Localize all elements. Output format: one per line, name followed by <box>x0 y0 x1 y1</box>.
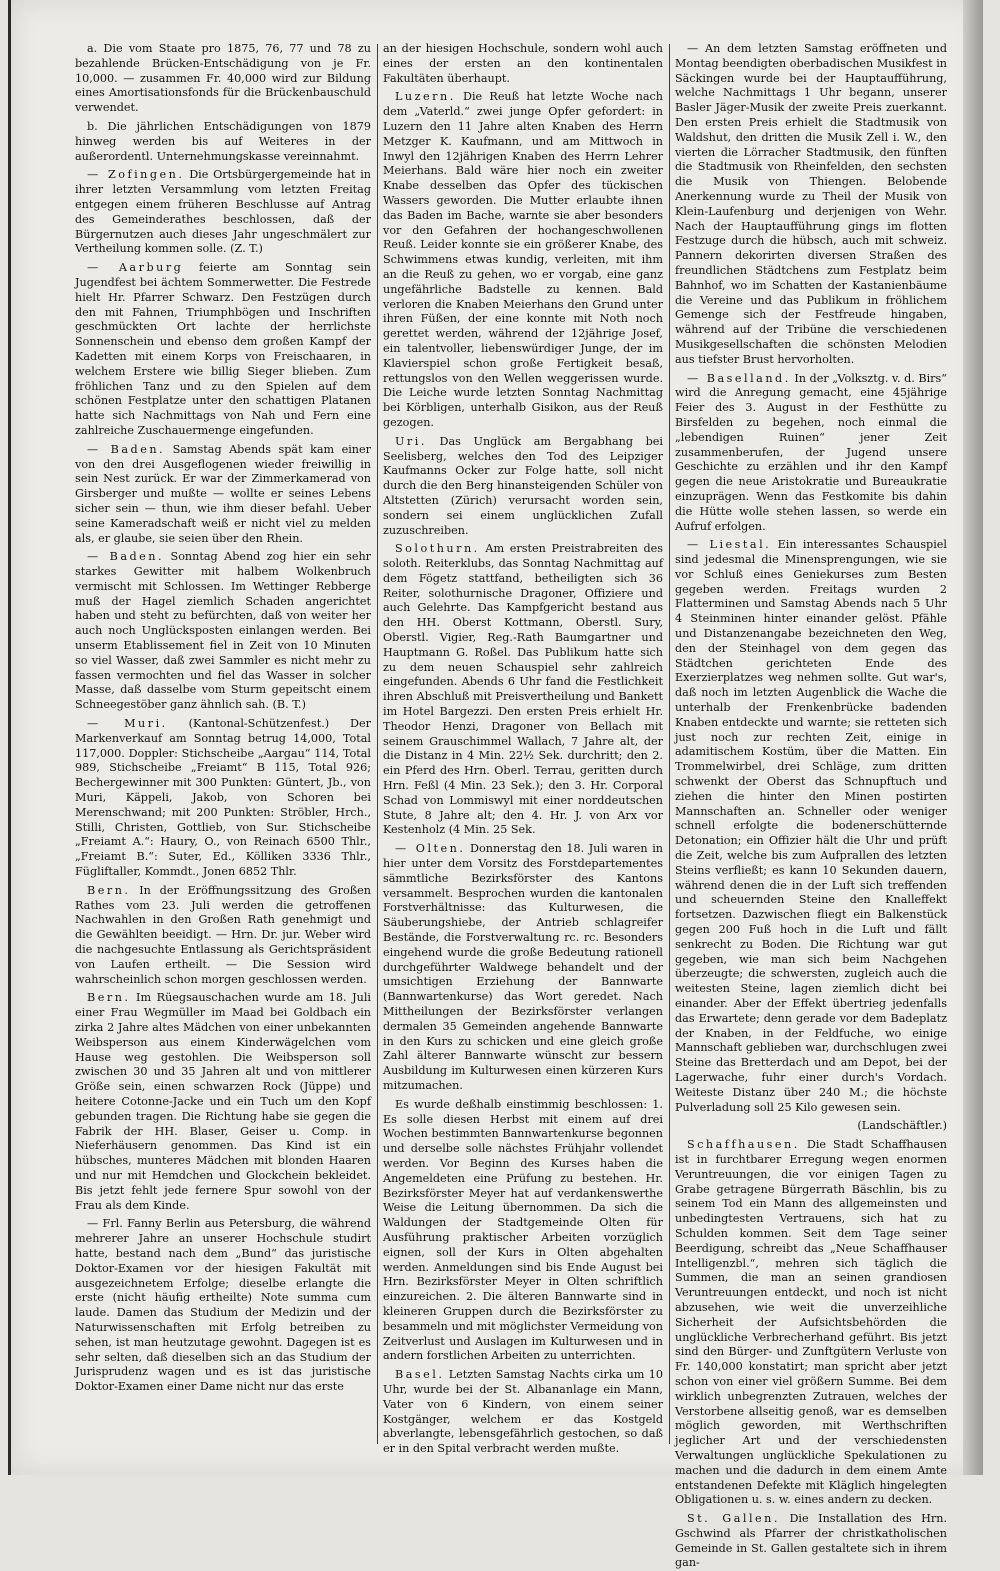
dateline: Bern. <box>87 991 131 1005</box>
source-note: (Z. T.) <box>230 242 263 256</box>
page-edge-shadow <box>963 0 983 1475</box>
dateline: — Muri. <box>87 717 168 731</box>
dateline: — Baselland. <box>687 371 791 385</box>
article-text: Im Rüegsauschachen wurde am 18. Juli einer Frau Wegmüller im Maad bei Goldbach ein zirka 2 Jahre altes Mädchen von einer unbekannten Weibsperson aus einem Kinderwägelchen vom Hause weg gestohlen. Die Weibsperson soll zwischen 30 und 35 Jahren alt und von mittlerer Größe sein, einen schwarzen Rock (Jüppe) und heitere Cotonne-Jacke und ein Tuch um den Kopf gebunden tragen. Die Richtung habe sie gegen die Fabrik der HH. Blaser, Geiser u. Comp. in Nieferhäusern genommen. Das Kind ist ein hübsches, munteres Mädchen mit blonden Haaren und nur mit Hemdchen und Glockchein bekleidet. Bis jetzt fehlt jede fernere Spur sowohl von der Frau als dem Kinde. <box>75 991 372 1212</box>
article-muri <box>75 717 371 880</box>
article-solothurn <box>383 542 663 838</box>
column-rule <box>377 44 378 1444</box>
article-olten <box>383 842 663 1094</box>
article-text: Am ersten Preistrabreiten des soloth. Reiterklubs, das Sonntag Nachmittag auf dem Fögetz stattfand, betheiligten sich 36 Reiter, solothurnische Dragoner, Offiziere und auch Gelehrte. Das Kampfgericht bestand aus den HH. Oberst Kottmann, Oberstl. Sury, Oberstl. Vigier, Reg.-Rath Baumgartner und Hauptmann G. Roßel. Das Publikum hatte sich zu dem neuen Schauspiel sehr zahlreich eingefunden. Abends 6 Uhr fand die Festlichkeit ihren Abschluß mit Preisvertheilung und Bankett im Hotel Bargezzi. Den ersten Preis erhielt Hr. Theodor Henzi, Dragoner von Bellach mit seinem Grauschimmel Wallach, 7 Jahre alt, der die Distanz in 4 Min. 22½ Sek. durchritt; den 2. ein Pferd des Hrn. Oberl. Terrau, geritten durch Hrn. Feßl (4 Min. 23 Sek.); den 3. Hr. Corporal Schad von Lommiswyl mit einer norddeutschen Stute, 8 Jahre alt; den 4. Hr. J. von Arx vor Kestenholz (4 Min. 25 Sek. <box>383 542 663 837</box>
dateline: — Baden. <box>87 550 165 564</box>
dateline: — Zofingen. <box>87 168 185 182</box>
dateline: — Liestal. <box>687 538 772 552</box>
article-text: In der „Volksztg. v. d. Birs“ wird die Anregung gemacht, eine 45jährige Feier des 3. August in der Festhütte zu Birsfelden zu begehen, noch einmal die „lebendigen Ruinen“ jener Zeit zusammenberufen, der Jugend unsere Geschichte zu erzählen und ihr den Kampf gegen die neue Aristokratie und Bureaukratie einzuprägen. Wenn das Festkomite bis dahin die Hütte wolle stehen lassen, so werde ein Aufruf erfolgen. <box>675 371 947 533</box>
article-liestal <box>675 538 947 1115</box>
article-st-gallen <box>675 1512 947 1571</box>
dateline: Solothurn. <box>395 542 480 556</box>
article-continuation: an der hiesigen Hochschule, sondern wohl auch eines der ersten an den kontinentalen Fakultäten überhaupt. <box>383 42 663 85</box>
dateline: St. Gallen. <box>687 1512 780 1526</box>
dateline: — Baden. <box>87 442 166 456</box>
article-luzern <box>383 90 663 430</box>
column-2 <box>383 42 664 1456</box>
paragraph-bridge-b: b. Die jährlichen Entschädigungen von 1879 hinweg werden bis auf Weiteres in der außerordentl. Unternehmungskasse vereinnahmt. <box>75 119 371 163</box>
column-3 <box>675 42 947 1570</box>
article-text: Die Reuß hat letzte Woche nach dem „Vaterld.“ zwei junge Opfer gefordert: in Luzern den 11 Jahre alten Knaben des Herrn Metzger K. Kaufmann, und am Mittwoch in Inwyl den 12jährigen Knaben des Herrn Lehrer Meierhans. Bald wäre hier noch ein zweiter Knabe desselben das Opfer des tückischen Wassers geworden. Die Mutter erlaubte ihnen das Baden im Bache, warnte sie aber besonders vor den Gefahren der hochangeschwollenen Reuß. Leider konnte sie ein größerer Knabe, des Schwimmens etwas kundig, verleiten, mit ihm an die Reuß zu gehen, wo er vorgab, eine ganz ungefährliche Badstelle zu kennen. Bald verloren die Knaben Meierhans den Grund unter ihren Füßen, der eine konnte mit Noth noch gerettet werden, während der 12jährige Josef, ein talentvoller, liebenswürdiger Junge, der im Klavierspiel schon große Fertigkeit besaß, rettungslos von den Wellen weggerissen wurde. Die Leiche wurde letzten Sonntag Nachmittag bei Körbligen, unterhalb Gisikon, aus der Reuß gezogen. <box>383 90 663 429</box>
newspaper-page <box>8 0 983 1570</box>
dateline: Uri. <box>395 434 427 448</box>
article-uri <box>383 435 663 539</box>
dateline: Basel. <box>395 1368 445 1382</box>
article-berlin: — Frl. Fanny Berlin aus Petersburg, die während mehrerer Jahre an unserer Hochschule studirt hatte, bestand nach dem „Bund“ das juristische Doktor-Examen vor der hiesigen Fakultät mit ausgezeichnetem Erfolge; dieselbe erlangte die erste (nicht häufig ertheilte) Note summa cum laude. Damen das Studium der Medizin und der Naturwissenschaften mit Erfolg betreiben zu sehen, ist man heutzutage gewohnt. Dagegen ist es sehr selten, daß dieselben sich an das Studium der Jurisprudenz wagen und es ist das juristische Doktor-Examen einer Dame nicht nur das erste <box>75 1217 371 1394</box>
source-note: (Landschäftler.) <box>857 1119 947 1133</box>
paragraph-bridge-a: a. Die vom Staate pro 1875, 76, 77 und 78 zu bezahlende Brücken-Entschädigung von je Fr. 10,000. — zusammen Fr. 40,000 wird zur Bildung eines Amortisationsfonds für die Brückenbauschuld verwendet. <box>75 42 371 115</box>
column-1 <box>75 42 371 1452</box>
article-zofingen <box>75 168 371 257</box>
article-baden-1 <box>75 443 371 547</box>
article-schaffhausen <box>675 1138 947 1508</box>
dateline: — Aarburg <box>87 261 184 275</box>
article-text: Das Unglück am Bergabhang bei Seelisberg, welches den Tod des Leipziger Kaufmanns Ocker zur Folge hatte, soll nicht durch die den Berg hinansteigenden Schüler von Altstetten (Zürich) verursacht worden sein, sondern sei einem unglücklichen Zufall zuzuschreiben. <box>383 434 663 537</box>
article-saeckingen: — An dem letzten Samstag eröffneten und Montag beendigten oberbadischen Musikfest in Säckingen wurde bei der Hauptaufführung, welche Nachmittags 1 Uhr begann, unserer Basler Jäger-Musik der zweite Preis zuerkannt. Den ersten Preis erhielt die Stadtmusik von Waldshut, den dritten die Musik Zell i. W., den vierten die Lörracher Stadtmusik, den fünften die Stadtmusik von Rheinfelden, den sechsten die Musik von Thiengen. Belobende Anerkennung wurde zu Theil der Musik von Klein-Laufenburg und derjenigen von Wehr. Nach der Hauptaufführung gings im flotten Festzuge durch die hübsch, auch mit schweiz. Pannern dekorirten diversen Straßen des freundlichen Städtchens zum Festplatz beim Bahnhof, wo im Schatten der Kastanienbäume die Vereine und das Publikum in fröhlichem Gemenge sich der Festfreude hingaben, während auf der Tribüne die verschiedenen Musikgesellschaften die schönsten Melodien aus tiefster Brust hervorholten. <box>675 42 947 366</box>
article-baden-2 <box>75 550 371 713</box>
source-note: (B. T.) <box>272 698 306 712</box>
article-text: (Kantonal-Schützenfest.) Der Markenverkauf am Sonntag betrug 14,000, Total 117,000. Doppler: Stichscheibe „Aargau“ 114, Total 989, Stichscheibe „Freiamt“ B 115, Total 926; Bechergewinner mit 300 Punkten: Güntert, Jb., von Muri, Käppeli, Jakob, von Schoren bei Merenschwand; mit 200 Punkten: Ströbler, Hrch., Stilli, Christen, Gottlieb, von Sur. Stichscheibe „Freiamt A.“: Haury, O., von Reinach 6500 Thlr., „Freiamt B.“: Suter, Ed., Kölliken 3336 Thlr., Fügliftaller, Kommdt., Jonen 6852 Thlr. <box>75 717 371 879</box>
article-text: Ein interessantes Schauspiel sind jedesmal die Minensprengungen, wie sie vor Schluß eines Geniekurses zum Besten gegeben werden. Freitags wurden 2 Flatterminen und Samstag Abends nach 5 Uhr 4 Steinminen hinter einander gelöst. Pfähle und Distanzenangabe bezeichneten den Weg, den der Steinhagel von dem gegen das Städtchen gerichteten Ende des Exerzierplatzes weg nehmen sollte. Gut war's, daß noch im letzten Augenblick die Wache die unterhalb der Frenkenbrücke badenden Knaben entdeckte und warnte; sie retteten sich just noch zur rechten Zeit, einige in adamitischem Kostüm, über die Matten. Ein Trommelwirbel, drei Schläge, zum dritten schwenkt der Oberst das Schnupftuch und ziehen die hinter den Minen postirten Mannschaften an. Schneller oder weniger schnell erfolgte die bodenerschütternde Detonation; ein Offizier hält die Uhr und prüft die Zeit, welche bis zum Aufprallen des letzten Steins verfließt; es kann 10 Sekunden dauern, während denen die in der Luft sich treffenden und scheuernden Steine den Knalleffekt fortsetzen. Dazwischen fliegt ein Balkenstück gegen 200 Fuß hoch in die Luft und fällt senkrecht zu Boden. Die Richtung war gut gegeben, wie man sich beim Nachgehen überzeugte; die schwersten, zugleich auch die weitesten Steine, lagen ziemlich dicht bei einander. Aber der Effekt übertrieg jedenfalls das Erwartete; denn gerade vor dem Badeplatz der Knaben, in der Feldfuche, wo einige Mannschaft geblieben war, durchschlugen zwei Steine das Bretterdach und am Depot, bei der Lagerwache, fuhr einer durch's Vordach. Weiteste Distanz über 240 M.; die höchste Pulverladung soll 25 Kilo gewesen sein. <box>675 538 947 1114</box>
article-text: Samstag Abends spät kam einer von den drei Ausgeflogenen wieder freiwillig in sein Nest zurück. Er war der Zimmerkamerad von Girsberger und mußte — wollte er seines Lebens sicher sein — thun, wie ihm dieser befahl. Ueber seine Kameradschaft weiß er nicht viel zu melden als, er glaube, sie seien über den Rhein. <box>75 442 371 545</box>
dateline: Luzern. <box>395 90 456 104</box>
article-text: Die Stadt Schaffhausen ist in furchtbarer Erregung wegen enormen Veruntreuungen, die vor einigen Tagen zu Grabe getragene Bürgerrath Bäschlin, bis zu seinem Tod ein Mann des allgemeinsten und unbedingtesten Vertrauens, sich hat zu Schulden kommen. Seit dem Tage seiner Beerdigung, schreibt das „Neue Schaffhauser Intelligenzbl.“, mehren sich täglich die Summen, die man an seinen grandiosen Veruntreuungen entdeckt, und noch ist nicht abzusehen, wie weit die unverzeihliche Sicherheit der Aufsichtsbehörden die unglückliche Verbrecherhand geführt. Bis jetzt sind den Bürger- und Zunftgütern Verluste von Fr. 140,000 konstatirt; man spricht aber jetzt schon von einer viel größern Summe. Bei dem wirklich unbegrenzten Zutrauen, welches der Verstorbene allseitig genoß, war es demselben möglich geworden, mit Werthschriften jeglicher Art und der verschiedensten Verwaltungen unglückliche Spekulationen zu machen und die dadurch in dem einem Amte entstandenen Defekte mit Kläglich hingelegten Obligationen u. s. w. eines andern zu decken. <box>675 1138 947 1507</box>
article-text: Die Installation des Hrn. Gschwind als Pfarrer der christkatholischen Gemeinde in St. Gallen gestaltete sich in ihrem gan- <box>675 1512 947 1570</box>
column-rule <box>669 44 670 1444</box>
dateline: Bern. <box>87 883 131 897</box>
article-text: Donnerstag den 18. Juli waren in hier unter dem Vorsitz des Forstdepartementes sämmtliche Bezirksförster des Kantons versammelt. Besprochen wurden die kantonalen Forstverhältnisse: das Kulturwesen, die Säuberungshiebe, der Antrieb schlagreifer Bestände, die Forstverwaltung rc. rc. Besonders eingehend wurde die große Bedeutung rationell durchgeführter Waldwege behandelt und der umsichtigen Erziehung der Bannwarte (Bannwartenkurse) das Wort geredet. Nach Mittheilungen der Bezirksförster verlangen dermalen 35 Gemeinden angehende Bannwarte in den Kurs zu schicken und eine gleich große Zahl älterer Bannwarte wünscht zur bessern Ausbildung im Kulturwesen einen kürzeren Kurs mitzumachen. <box>383 842 664 1092</box>
article-aarburg <box>75 261 371 439</box>
article-text: feierte am Sonntag sein Jugendfest bei ächtem Sommerwetter. Die Festrede hielt Hr. Pfarrer Schwarz. Den Festzügen durch den mit Fahnen, Triumphbögen und Inschriften geschmückten Ort lachte der herrlichste Sonnenschein und ebenso dem großen Kampf der Kadetten mit einem Korps von Freischaaren, in welchem Erstere wie billig Sieger blieben. Zum fröhlichen Tanz und zu den Spielen auf dem schönen Festplatze unter den schattigen Platanen hatte sich Nachmittags von Nah und Fern eine zahlreiche Zuschauermenge eingefunden. <box>75 261 372 437</box>
article-text: Sonntag Abend zog hier ein sehr starkes Gewitter mit halbem Wolkenbruch vermischt mit Schlossen. Im Wettinger Rebberge muß der Hagel ziemlich Schaden angerichtet haben und steht zu befürchten, daß von weiter her auch noch Unglücksposten einlangen werden. Bei unserm Etablissement fiel in Zeit von 10 Minuten so viel Wasser, daß zwei Sammler es nicht mehr zu fassen vermochten und fiel das Wasser in solcher Masse, daß dasselbe vom Sturm gepeitscht einem Schneegestöber ganz ähnlich sah. <box>75 550 371 712</box>
dateline: Schaffhausen. <box>687 1138 800 1152</box>
article-text: In der Eröffnungssitzung des Großen Rathes vom 23. Juli werden die getroffenen Nachwahlen in den Großen Rath genehmigt und die Gewählten beeidigt. — Hrn. Dr. jur. Weber wird die nachgesuchte Entlassung als Gerichtspräsident von Laufen ertheilt. — Die Session wird wahrscheinlich schon morgen geschlossen werden. <box>75 883 371 986</box>
article-basel <box>383 1368 663 1457</box>
article-olten-2: Es wurde deßhalb einstimmig beschlossen: 1. Es solle diesen Herbst mit einem auf drei Wochen bestimmten Bannwartenkurse begonnen und derselbe solle nächstes Frühjahr vollendet werden. Vor Beginn des Kurses haben die Angemeldeten eine Prüfung zu bestehen. Hr. Bezirksförster Meyer hat auf verdankenswerthe Weise die Leitung übernommen. Da sich die Waldungen der Stadtgemeinde Olten für Ausführung praktischer Arbeiten vorzüglich eignen, soll der Kurs in Olten abgehalten werden. Anmeldungen sind bis Ende August bei Hrn. Bezirksförster Meyer in Olten schriftlich einzureichen. 2. Die älteren Bannwarte sind in kleineren Gruppen durch die Bezirksförster zu besammeln und mit möglichster Vermeidung von Zeitverlust und Auslagen im Kulturwesen und in andern forstlichen Arbeiten zu unterrichten. <box>383 1097 663 1363</box>
article-bern-2 <box>75 991 371 1213</box>
article-text: Die Ortsbürgergemeinde hat in ihrer letzten Versammlung vom letzten Freitag entgegen einem früheren Beschlusse auf Antrag des Gemeinderathes beschlossen, daß der Bürgernutzen auch dieses Jahr ungeschmälert zur Vertheilung kommen solle. <box>75 168 371 256</box>
article-text: Letzten Samstag Nachts cirka um 10 Uhr, wurde bei der St. Albananlage ein Mann, Vater von 6 Kindern, von einem seiner Kostgänger, welchem er das Kostgeld abverlangte, lebensgefährlich gestochen, so daß er in den Spital verbracht werden mußte. <box>383 1368 663 1456</box>
dateline: — Olten. <box>395 842 466 856</box>
article-bern-1 <box>75 884 371 988</box>
article-baselland <box>675 372 947 535</box>
